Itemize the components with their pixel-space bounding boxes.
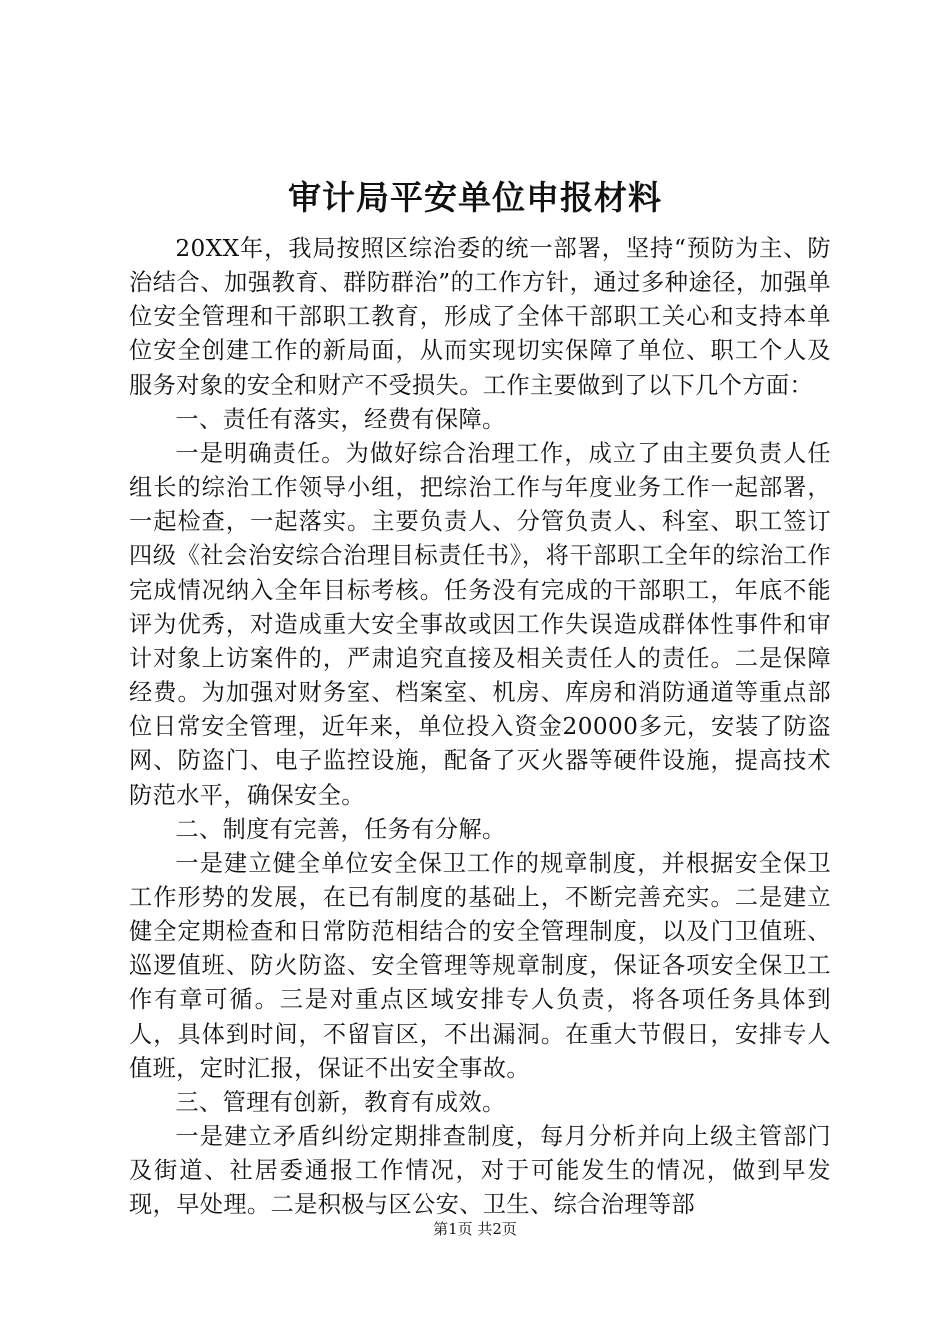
section-1-paragraph: 一是明确责任。为做好综合治理工作，成立了由主要负责人任组长的综治工作领导小组，把综治工作与年度业务工作一起部署，一起检查，一起落实。主要负责人、分管负责人、科室、职工签订四级《社会治安综合治理目标责任书》，将干部职工全年的综治工作完成情况纳入全年目标考核。任务没有完成的干部职工，年底不能评为优秀，对造成重大安全事故或因工作失误造成群体性事件和审计对象上访案件的，严肃追究直接及相关责任人的责任。二是保障经费。为加强对财务室、档案室、机房、库房和消防通道等重点部位日常安全管理，近年来，单位投入资金20000多元，安装了防盗网、防盗门、电子监控设施，配备了灭火器等硬件设施，提高技术防范水平，确保安全。 [129,439,831,809]
section-2-paragraph: 一是建立健全单位安全保卫工作的规章制度，并根据安全保卫工作形势的发展，在已有制度的基础上，不断完善充实。二是建立健全定期检查和日常防范相结合的安全管理制度，以及门卫值班、巡逻值班、防火防盗、安全管理等规章制度，保证各项安全保卫工作有章可循。三是对重点区域安排专人负责，将各项任务具体到人，具体到时间，不留盲区，不出漏洞。在重大节假日，安排专人值班，定时汇报，保证不出安全事故。 [129,849,831,1082]
document-title: 审计局平安单位申报材料 [288,178,662,217]
page-footer: 第1页 共2页 [433,1220,517,1238]
section-3-paragraph: 一是建立矛盾纠纷定期排查制度，每月分析并向上级主管部门及街道、社居委通报工作情况，对于可能发生的情况，做到早发现，早处理。二是积极与区公安、卫生、综合治理等部 [129,1123,831,1219]
section-heading-1: 一、责任有落实，经费有保障。 [175,405,506,433]
section-heading-2: 二、制度有完善，任务有分解。 [175,815,506,843]
document-body [129,232,831,1223]
intro-paragraph: 20XX年，我局按照区综治委的统一部署，坚持“预防为主、防治结合、加强教育、群防群治”的工作方针，通过多种途径，加强单位安全管理和干部职工教育，形成了全体干部职工关心和支持本单位安全创建工作的新局面，从而实现切实保障了单位、职工个人及服务对象的安全和财产不受损失。工作主要做到了以下几个方面： [129,235,831,399]
section-heading-3: 三、管理有创新，教育有成效。 [175,1088,506,1116]
